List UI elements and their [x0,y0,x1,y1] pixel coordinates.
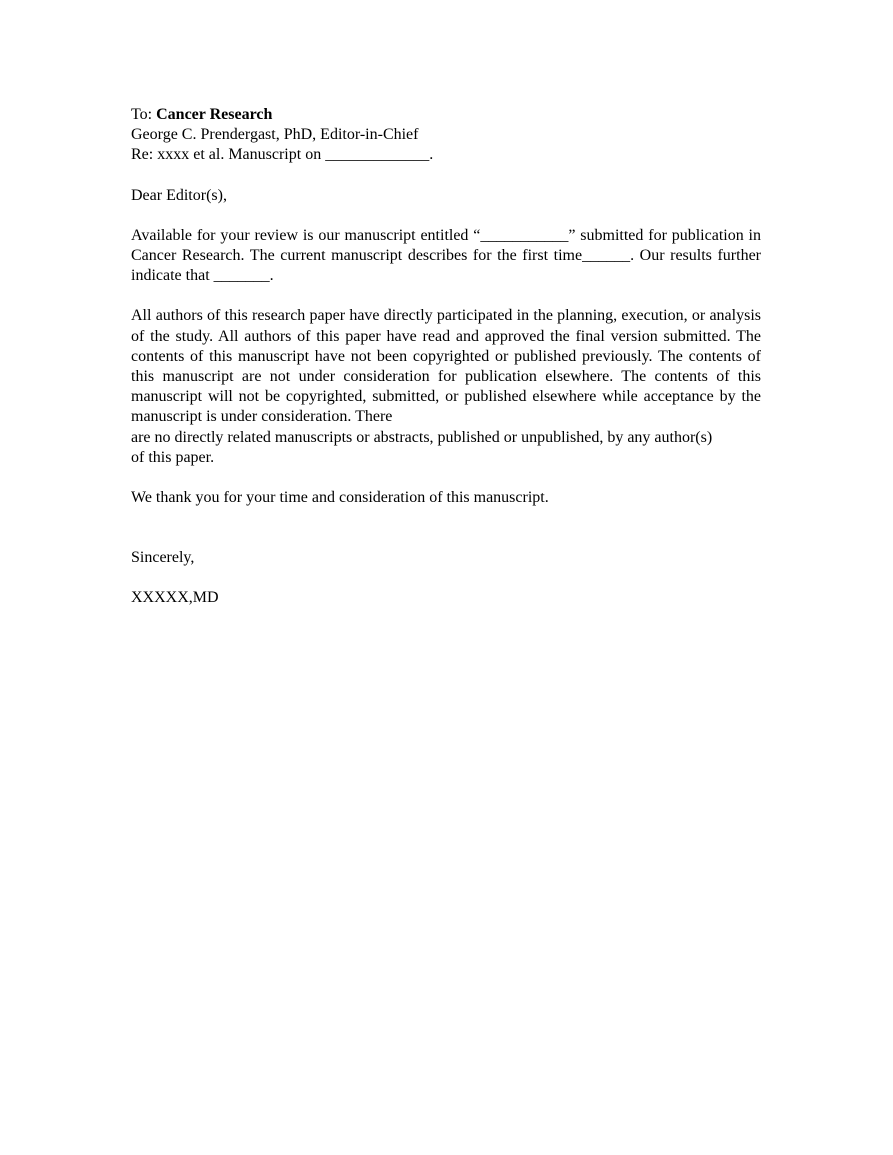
journal-name: Cancer Research [156,106,273,123]
thanks-line: We thank you for your time and consideration of this manuscript. [131,489,549,507]
editor-line: George C. Prendergast, PhD, Editor-in-Chief [131,126,419,144]
signature: XXXXX,MD [131,589,219,607]
declaration-end: of this paper. [131,448,215,466]
closing: Sincerely, [131,549,195,567]
subject-line: Re: xxxx et al. Manuscript on _____________. [131,146,434,164]
address-block [131,105,761,166]
salutation: Dear Editor(s), [131,186,227,204]
intro-paragraph: Available for your review is our manuscript entitled “___________” submitted for publication in Cancer Research. The current manuscript describes for the first time______. Our results further indicate that _______. [131,226,761,285]
letter-page [131,105,761,609]
recipient-line [131,105,761,125]
declaration-wide-line: are no directly related manuscripts or abstracts, published or unpublished, by any author(s) [131,428,713,446]
declaration-main: All authors of this research paper have directly participated in the planning, execution, or analysis of the study. All authors of this paper have read and approved the final version submitted. The contents of this manuscript have not been copyrighted or published previously. The contents of this manuscript are not under consideration for publication elsewhere. The contents of this manuscript will not be copyrighted, submitted, or published elsewhere while acceptance by the manuscript is under consideration. There [131,307,761,426]
to-prefix: To: [131,106,157,123]
declaration-paragraph [131,306,761,468]
